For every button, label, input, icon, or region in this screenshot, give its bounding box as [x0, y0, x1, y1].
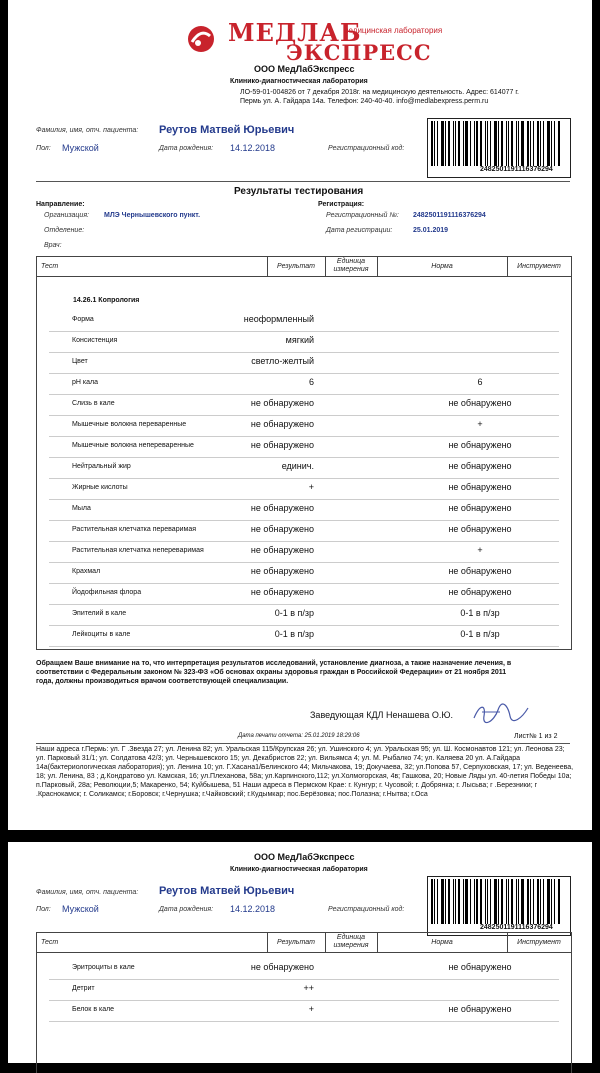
- org-label: Организация:: [44, 212, 89, 219]
- norm-value: 0-1 в п/зр: [460, 629, 500, 639]
- col-instrument-p2: Инструмент: [517, 939, 561, 946]
- test-name: Растительная клетчатка переваримая: [72, 526, 197, 533]
- test-name: Йодофильная флора: [72, 589, 142, 596]
- barcode-bar: [537, 121, 539, 166]
- test-name: pH кала: [72, 379, 98, 386]
- test-name: Цвет: [72, 358, 88, 365]
- norm-value: не обнаружено: [448, 482, 512, 492]
- barcode-bar: [445, 879, 446, 924]
- table-row: [49, 352, 559, 374]
- lab-subtitle: Клинико-диагностическая лаборатория: [230, 78, 368, 85]
- barcode-bar: [455, 879, 456, 924]
- referral-title: Направление:: [36, 201, 85, 208]
- dob-value-p2: 14.12.2018: [230, 904, 276, 914]
- result-value: не обнаружено: [250, 566, 314, 576]
- print-date: Дата печати отчета: 25.01.2019 18:29:06: [238, 733, 360, 739]
- barcode-bar: [558, 121, 560, 166]
- table-row: [49, 310, 559, 332]
- barcode-bar: [494, 879, 497, 924]
- barcode-bar: [465, 879, 468, 924]
- barcode-bar: [487, 879, 488, 924]
- col-instrument: Инструмент: [517, 263, 561, 270]
- result-value: +: [308, 1004, 314, 1014]
- barcode-bar: [437, 879, 438, 924]
- sex-label: Пол:: [36, 145, 51, 152]
- barcode-bar: [501, 879, 503, 924]
- barcode-bar: [455, 121, 456, 166]
- result-value: не обнаружено: [250, 419, 314, 429]
- test-name: Нейтральный жир: [72, 463, 131, 470]
- barcode-bar: [448, 879, 450, 924]
- barcode-bar: [434, 121, 435, 166]
- norm-value: не обнаружено: [448, 566, 512, 576]
- reg-date-value: 25.01.2019: [413, 227, 449, 234]
- col-unit-p2: Единица измерения: [333, 934, 369, 949]
- test-name: Эпителий в кале: [72, 610, 127, 617]
- barcode-bar: [554, 121, 555, 166]
- result-value: неоформленный: [243, 314, 314, 324]
- barcode: [431, 121, 567, 166]
- report-page-1: [8, 0, 592, 830]
- barcode-number: 2482501191116376294: [480, 166, 553, 173]
- norm-value: не обнаружено: [448, 1004, 512, 1014]
- barcode-bar: [434, 879, 435, 924]
- patient-name-p2: Реутов Матвей Юрьевич: [159, 885, 295, 897]
- barcode-bar: [480, 879, 482, 924]
- table-row: [49, 604, 559, 626]
- medical-notice: Обращаем Ваше внимание на то, что интерпретация результатов исследований, установление диагноза, а также назначение лечения, в соответствии с Федеральным законом № 323-ФЗ «Об основах охраны здоровья граждан в Российской Федерации» от 21 ноября 2011 года, должны производиться врачом соответствующей специализации.: [36, 660, 512, 685]
- norm-value: не обнаружено: [448, 440, 512, 450]
- barcode-bar: [511, 879, 513, 924]
- norm-value: не обнаружено: [448, 461, 512, 471]
- barcode-bar: [476, 879, 478, 924]
- barcode-bar: [527, 879, 529, 924]
- table-row: [49, 958, 559, 980]
- barcode-bar: [533, 879, 534, 924]
- table-row: [49, 520, 559, 542]
- table-row: [49, 373, 559, 395]
- norm-value: +: [477, 419, 483, 429]
- barcode-bar: [506, 879, 507, 924]
- barcode-bar: [485, 121, 486, 166]
- table-row: [49, 583, 559, 605]
- barcode-bar: [540, 879, 541, 924]
- lab-addresses: Наши адреса г.Пермь: ул. Г .Звезда 27; ул. Ленина 82; ул. Уральская 115/Крупская 26; ул. Ушинского 4; ул. Уральская 95; ул. Ш. Космонавтов 121; ул. Леонова 23; ул. Парковый 31/1; ул. Солдатова 42/3; ул. Чернышевского 15; ул. Декабристов 22; ул. Вильямса 4; ул. М. Рыбалко 74; ул. Каляева 20 ул. А.Гайдара 14а(бактериологическая лаборатория); ул. Ленина 10; ул. Г.Хасана1/Белинского 44; Мильчакова, 19; Докучаева, 32; ул.Попова 57, Серпуховская, 17; ул. Веденеева, 18; ул. Ленина, 83 ; д.Кондратово ул. Камская, 16; ул.Плеханова, 58а; ул.Карпинского,112; ул.Холмогорская, 4в; Гашкова, 20; Новые Ляды ул. 40-летия Победы 10а; п.Парковый, 28а; Революции,5; Макаренко, 54; Куйбышева, 51 Наши адреса в Пермском Крае: г. Кунгур; г. Чусовой; г. Добрянка; г. Лысьва; г .Березники; г .Краснокамск; г. Соликамск; г.Боровск; г.Чернушка; г.Чайковский; г.Кудымкар; пос.Берёзовка; пос.Полазна; г.Нытва; г.Оса: [36, 746, 574, 798]
- logo-mark-icon: [186, 24, 216, 54]
- test-name: Мышечные волокна переваренные: [72, 421, 187, 428]
- result-value: не обнаружено: [250, 524, 314, 534]
- barcode-bar: [480, 121, 482, 166]
- org-value: МЛЭ Чернышевского пункт.: [104, 212, 201, 219]
- barcode-bar: [458, 879, 460, 924]
- result-value: мягкий: [285, 335, 314, 345]
- barcode-bar: [543, 879, 544, 924]
- barcode-bar: [530, 121, 531, 166]
- barcode-bar: [441, 879, 444, 924]
- barcode-bar: [508, 121, 509, 166]
- col-result-p2: Результат: [277, 939, 315, 946]
- col-result: Результат: [277, 263, 315, 270]
- barcode-bar: [518, 121, 519, 166]
- norm-value: +: [477, 545, 483, 555]
- barcode-bar: [551, 879, 552, 924]
- norm-value: не обнаружено: [448, 524, 512, 534]
- norm-value: не обнаружено: [448, 587, 512, 597]
- table-row: [49, 499, 559, 521]
- barcode-bar: [490, 121, 491, 166]
- result-value: +: [308, 482, 314, 492]
- barcode-bar: [431, 879, 433, 924]
- barcode-bar: [511, 121, 513, 166]
- table-row: [49, 457, 559, 479]
- result-value: 0-1 в п/зр: [274, 608, 314, 618]
- barcode-bar: [463, 879, 464, 924]
- barcode-bar: [543, 121, 544, 166]
- barcode-bar: [527, 121, 529, 166]
- barcode-bar: [431, 121, 433, 166]
- table-row: [49, 394, 559, 416]
- result-value: не обнаружено: [250, 440, 314, 450]
- barcode-bar: [554, 879, 555, 924]
- barcode-bar: [445, 121, 446, 166]
- test-name: Консистенция: [72, 337, 118, 344]
- barcode-bar: [540, 121, 541, 166]
- barcode-bar: [533, 121, 534, 166]
- barcode-bar: [487, 121, 488, 166]
- col-test-p2: Тест: [41, 939, 59, 946]
- barcode-bar: [521, 121, 524, 166]
- barcode-bar: [501, 121, 503, 166]
- reg-num-label: Регистрационный №:: [326, 212, 399, 219]
- barcode-bar: [508, 879, 509, 924]
- result-value: 0-1 в п/зр: [274, 629, 314, 639]
- barcode-bar: [498, 121, 499, 166]
- barcode-bar: [506, 121, 507, 166]
- report-page-2: [8, 842, 592, 1063]
- barcode-bar: [485, 879, 486, 924]
- dob-value: 14.12.2018: [230, 143, 276, 153]
- company-name: ООО МедЛабЭкспресс: [254, 64, 355, 74]
- barcode-bar: [474, 121, 475, 166]
- barcode-bar: [453, 879, 454, 924]
- barcode-bar: [547, 879, 550, 924]
- brand-bottom: ЭКСПРЕСС: [286, 40, 432, 65]
- barcode-bar: [437, 121, 438, 166]
- barcode-bar: [470, 121, 471, 166]
- test-name: Крахмал: [72, 568, 101, 575]
- company-name-p2: ООО МедЛабЭкспресс: [254, 852, 355, 862]
- test-name: Лейкоциты в кале: [72, 631, 131, 638]
- col-norm: Норма: [431, 263, 453, 270]
- medlab-logo: [186, 18, 443, 65]
- table-row: [49, 979, 559, 1001]
- barcode-bar: [558, 879, 560, 924]
- license-line: ЛО-59-01-004826 от 7 декабря 2018г. на медицинскую деятельность. Адрес: 614077 г.: [240, 89, 519, 96]
- test-name: Слизь в кале: [72, 400, 115, 407]
- barcode-bar: [463, 121, 464, 166]
- barcode-bar: [465, 121, 468, 166]
- barcode-bar: [453, 121, 454, 166]
- test-name: Растительная клетчатка непереваримая: [72, 547, 204, 554]
- sex-value-p2: Мужской: [62, 904, 99, 914]
- barcode-bar: [448, 121, 450, 166]
- barcode-bar: [521, 879, 524, 924]
- patient-name-label: Фамилия, имя, отч. пациента:: [36, 127, 139, 134]
- reg-code-label: Регистрационный код:: [328, 145, 405, 152]
- registration-title: Регистрация:: [318, 201, 365, 208]
- brand-tagline: медицинская лаборатория: [343, 26, 443, 35]
- result-value: не обнаружено: [250, 587, 314, 597]
- reg-date-label: Дата регистрации:: [326, 227, 393, 234]
- test-name: Детрит: [72, 985, 95, 992]
- test-name: Форма: [72, 316, 94, 323]
- test-name: Мышечные волокна непереваренные: [72, 442, 194, 449]
- reg-code-label-p2: Регистрационный код:: [328, 906, 405, 913]
- barcode-bar: [458, 121, 460, 166]
- barcode-bar: [476, 121, 478, 166]
- col-norm-p2: Норма: [431, 939, 453, 946]
- result-value: светло-желтый: [251, 356, 314, 366]
- result-value: ++: [303, 983, 314, 993]
- barcode-bar: [530, 879, 531, 924]
- results-title: Результаты тестирования: [234, 186, 364, 197]
- dob-label-p2: Дата рождения:: [159, 906, 214, 913]
- patient-name-label-p2: Фамилия, имя, отч. пациента:: [36, 889, 139, 896]
- norm-value: не обнаружено: [448, 962, 512, 972]
- brand-top: МЕДЛАБ: [228, 18, 362, 47]
- table-row: [49, 562, 559, 584]
- result-value: не обнаружено: [250, 962, 314, 972]
- doctor-label: Врач:: [44, 242, 62, 249]
- signature-label: Заведующая КДЛ Ненашева О.Ю.: [310, 710, 453, 720]
- reg-num-value: 2482501191116376294: [413, 212, 486, 219]
- test-name: Эритроциты в кале: [72, 964, 135, 971]
- table-row: [49, 415, 559, 437]
- col-unit: Единица измерения: [333, 258, 369, 273]
- table-row: [49, 478, 559, 500]
- sex-value: Мужской: [62, 143, 99, 153]
- patient-name: Реутов Матвей Юрьевич: [159, 124, 295, 136]
- barcode-bar: [551, 121, 552, 166]
- norm-value: не обнаружено: [448, 503, 512, 513]
- norm-value: 6: [477, 377, 483, 387]
- norm-value: 0-1 в п/зр: [460, 608, 500, 618]
- dept-label: Отделение:: [44, 227, 85, 234]
- col-test: Тест: [41, 263, 59, 270]
- barcode-bar: [547, 121, 550, 166]
- barcode-bar: [516, 121, 517, 166]
- divider: [36, 181, 570, 182]
- test-name: Мыла: [72, 505, 91, 512]
- norm-value: не обнаружено: [448, 398, 512, 408]
- test-name: Белок в кале: [72, 1006, 115, 1013]
- result-value: не обнаружено: [250, 398, 314, 408]
- barcode-bar: [498, 879, 499, 924]
- barcode-bar: [490, 879, 491, 924]
- results-table-p2: [36, 932, 572, 1073]
- table-row: [49, 436, 559, 458]
- barcode-p2: [431, 879, 567, 924]
- dob-label: Дата рождения:: [159, 145, 214, 152]
- signature-icon: [470, 700, 532, 726]
- barcode-bar: [474, 879, 475, 924]
- barcode-bar: [537, 879, 539, 924]
- result-value: единич.: [281, 461, 314, 471]
- table-row: [49, 541, 559, 563]
- barcode-bar: [494, 121, 497, 166]
- barcode-bar: [470, 879, 471, 924]
- result-value: 6: [308, 377, 314, 387]
- barcode-number-p2: 2482501191116376294: [480, 924, 553, 931]
- barcode-bar: [518, 879, 519, 924]
- address-line: Пермь ул. А. Гайдара 14а. Телефон: 240-40-40. info@medlabexpress.perm.ru: [240, 98, 489, 105]
- result-value: не обнаружено: [250, 503, 314, 513]
- table-row: [49, 1000, 559, 1022]
- sex-label-p2: Пол:: [36, 906, 51, 913]
- result-value: не обнаружено: [250, 545, 314, 555]
- section-title: 14.26.1 Копрология: [73, 297, 140, 304]
- results-table: [36, 256, 572, 650]
- lab-subtitle-p2: Клинико-диагностическая лаборатория: [230, 866, 368, 873]
- barcode-bar: [516, 879, 517, 924]
- barcode-bar: [441, 121, 444, 166]
- sheet-number: Лист№ 1 из 2: [514, 733, 558, 740]
- table-row: [49, 625, 559, 647]
- test-name: Жирные кислоты: [72, 484, 128, 491]
- table-row: [49, 331, 559, 353]
